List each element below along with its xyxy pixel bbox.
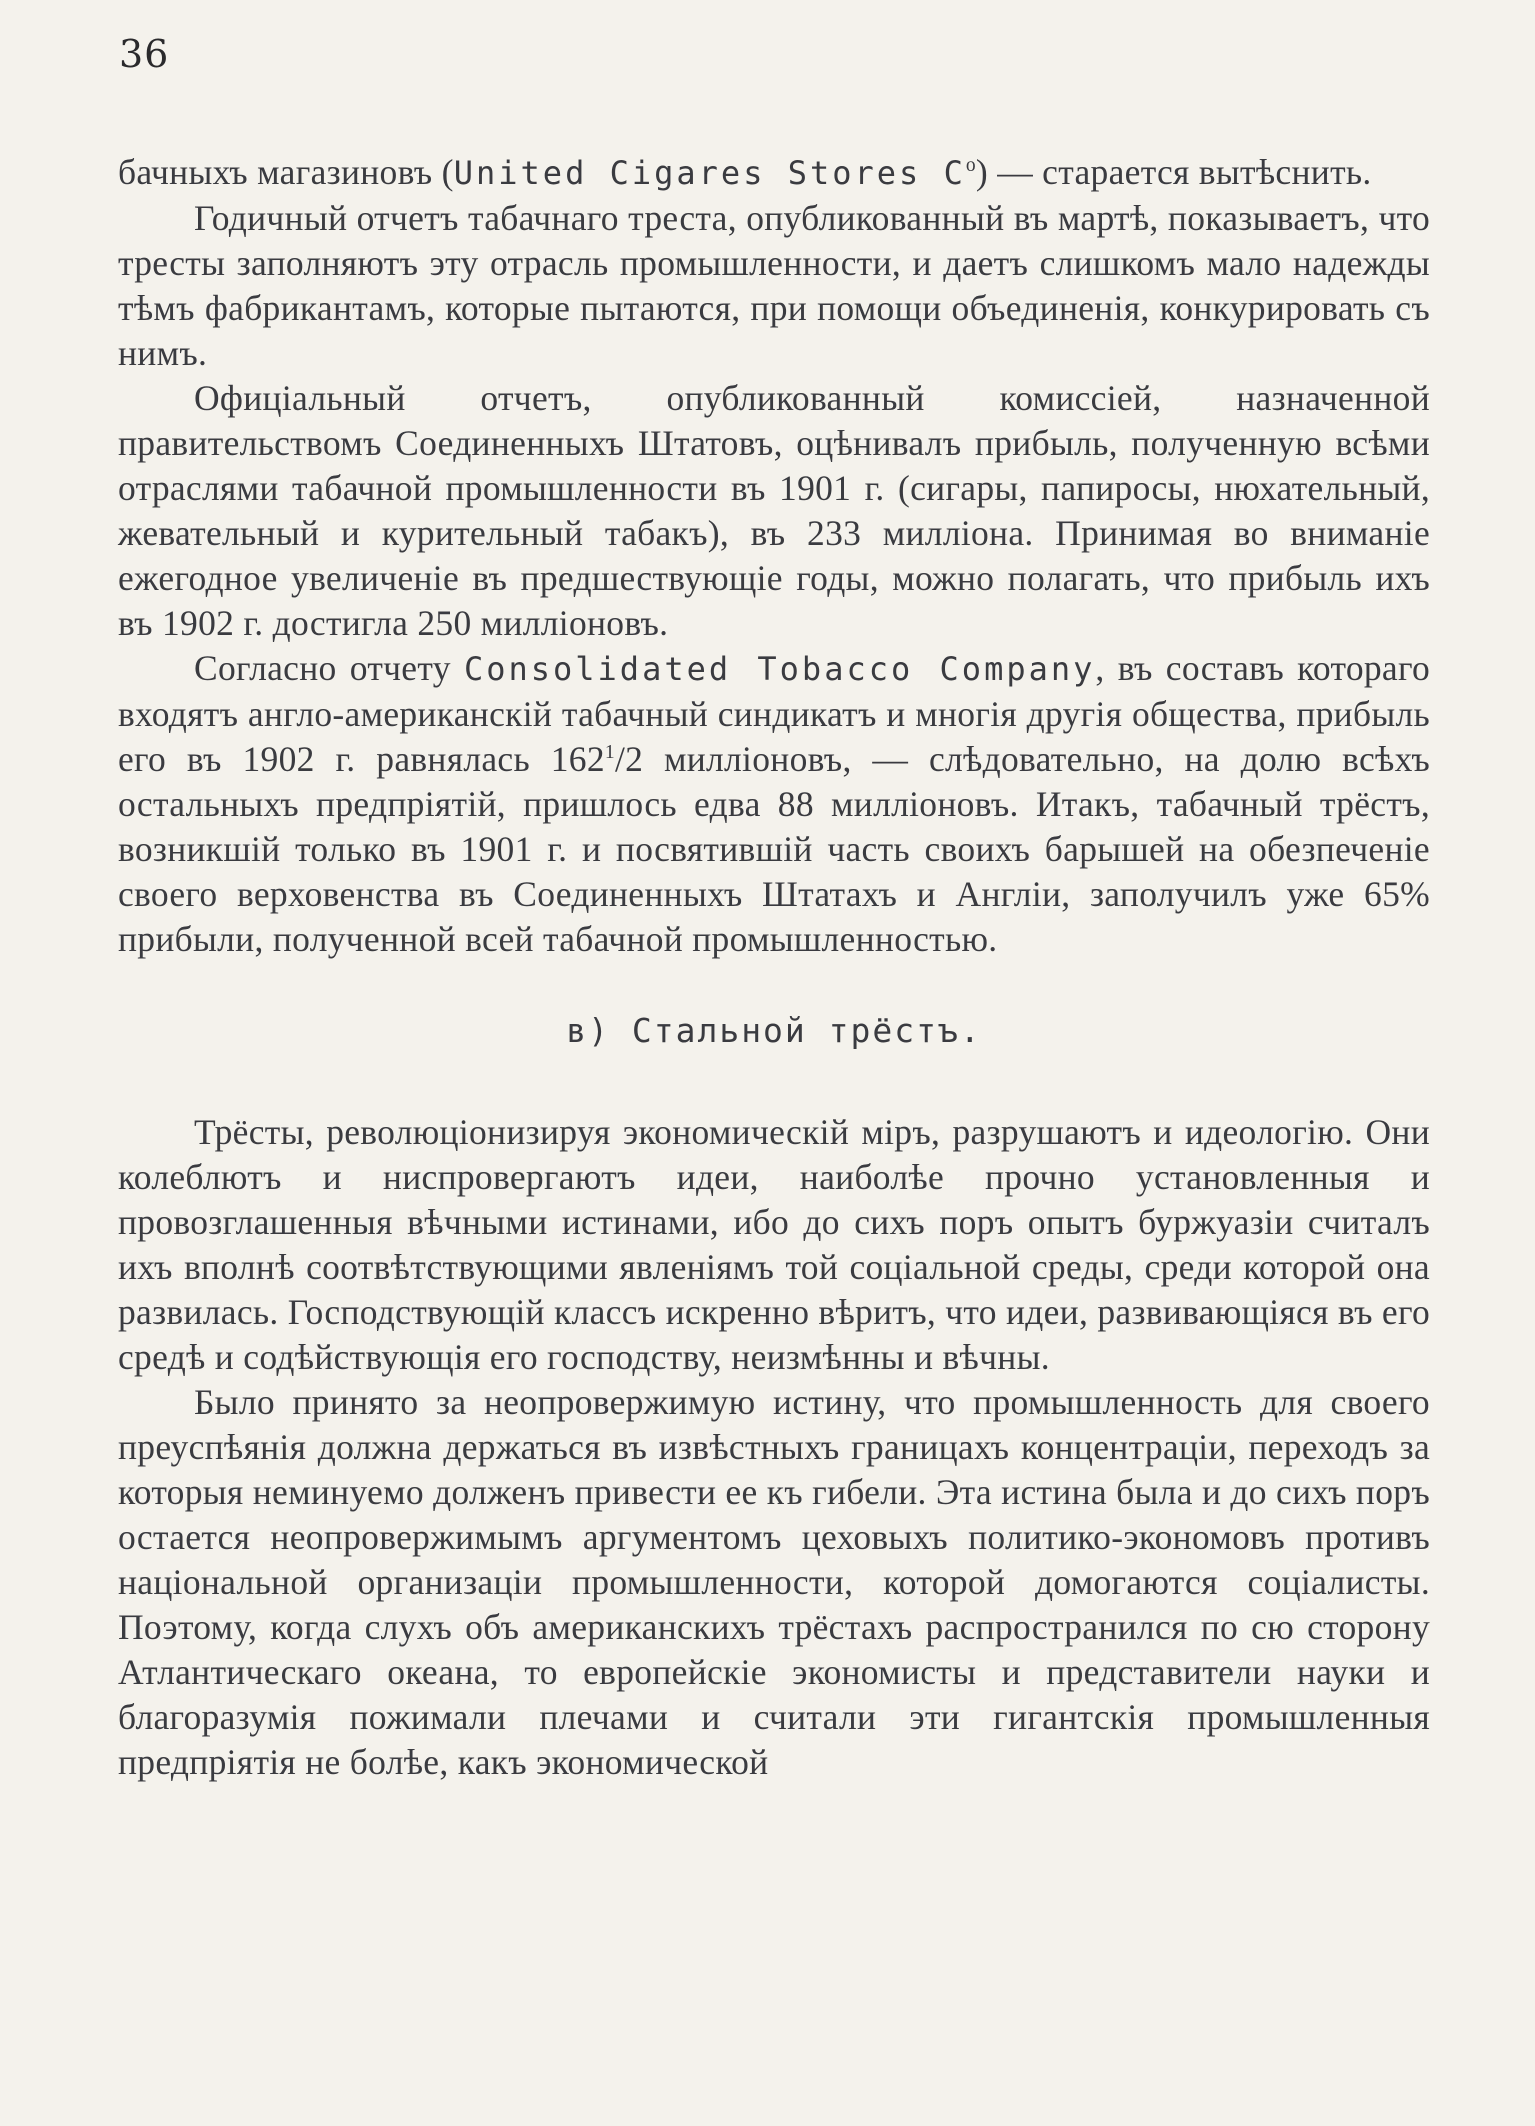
section-heading xyxy=(118,1008,1430,1053)
text-run: Согласно отчету xyxy=(194,648,464,688)
company-name: United Cigares Stores C xyxy=(453,154,966,192)
paragraph xyxy=(118,196,1430,376)
text-run: Трёсты, революціонизируя экономическій міръ, разрушаютъ и идеологію. Они колеблютъ и ниспровергаютъ идеи, наиболѣе прочно установленныя и провозглашенныя вѣчными истинами, ибо до сихъ поръ опытъ буржуазіи считалъ ихъ вполнѣ соотвѣтствующими явленіямъ той соціальной среды, среди которой она развилась. Господствующій классъ искренно вѣритъ, что идеи, развивающіяся въ его средѣ и содѣйствующія его господству, неизмѣнны и вѣчны. xyxy=(118,1112,1430,1377)
paragraph xyxy=(118,1380,1430,1785)
paragraph xyxy=(118,150,1430,196)
superscript: 1 xyxy=(604,742,615,764)
text-run: /2 милліоновъ, — слѣдовательно, на долю всѣхъ остальныхъ предпріятій, пришлось едва 88 милліоновъ. Итакъ, табачный трёстъ, возникшій только въ 1901 г. и посвятившій часть своихъ барышей на обезпеченіе своего верховенства въ Соединенныхъ Штатахъ и Англіи, заполучилъ уже 65% прибыли, полученной всей табачной промышленностью. xyxy=(118,739,1430,959)
text-run: Офиціальный отчетъ, опубликованный комиссіей, назначенной правительствомъ Соединенныхъ Штатовъ, оцѣнивалъ прибыль, полученную всѣми отраслями табачной промышленности въ 1901 г. (сигары, папиросы, нюхательный, жевательный и курительный табакъ), въ 233 милліона. Принимая во вниманіе ежегодное увеличеніе въ предшествующіе годы, можно полагать, что прибыль ихъ въ 1902 г. достигла 250 милліоновъ. xyxy=(118,378,1430,643)
text-run: Годичный отчетъ табачнаго треста, опубликованный въ мартѣ, показываетъ, что тресты заполняютъ эту отрасль промышленности, и даетъ слишкомъ мало надежды тѣмъ фабрикантамъ, которые пытаются, при помощи объединенія, конкурировать съ нимъ. xyxy=(118,198,1430,373)
page-text xyxy=(118,150,1430,1785)
paragraph xyxy=(118,1110,1430,1380)
paragraph xyxy=(118,646,1430,962)
heading-text: в) Стальной трёстъ. xyxy=(566,1011,982,1050)
text-run: бачныхъ магазиновъ ( xyxy=(118,152,454,192)
company-name: Consolidated Tobacco Company xyxy=(463,650,1096,688)
text-run: Было принято за неопровержимую истину, что промышленность для своего преуспѣянія должна держаться въ извѣстныхъ границахъ концентраціи, переходъ за которыя неминуемо долженъ привести ее къ гибели. Эта истина была и до сихъ поръ остается неопровержимымъ аргументомъ цеховыхъ политико-экономовъ противъ національной организаціи промышленности, которой домогаются соціалисты. Поэтому, когда слухъ объ американскихъ трёстахъ распространился по сю сторону Атлантическаго океана, то европейскіе экономисты и представители науки и благоразумія пожимали плечами и считали эти гигантскія промышленныя предпріятія не болѣе, какъ экономической xyxy=(118,1382,1430,1782)
text-run: ) — старается вытѣснить. xyxy=(975,152,1372,192)
text-run: , въ составъ котораго входятъ англо-американскій табачный синдикатъ и многія другія общества, прибыль его въ 1902 г. равнялась 162 xyxy=(118,648,1431,779)
superscript: o xyxy=(965,155,976,177)
page-number: 36 xyxy=(119,32,170,76)
paragraph xyxy=(118,376,1430,646)
